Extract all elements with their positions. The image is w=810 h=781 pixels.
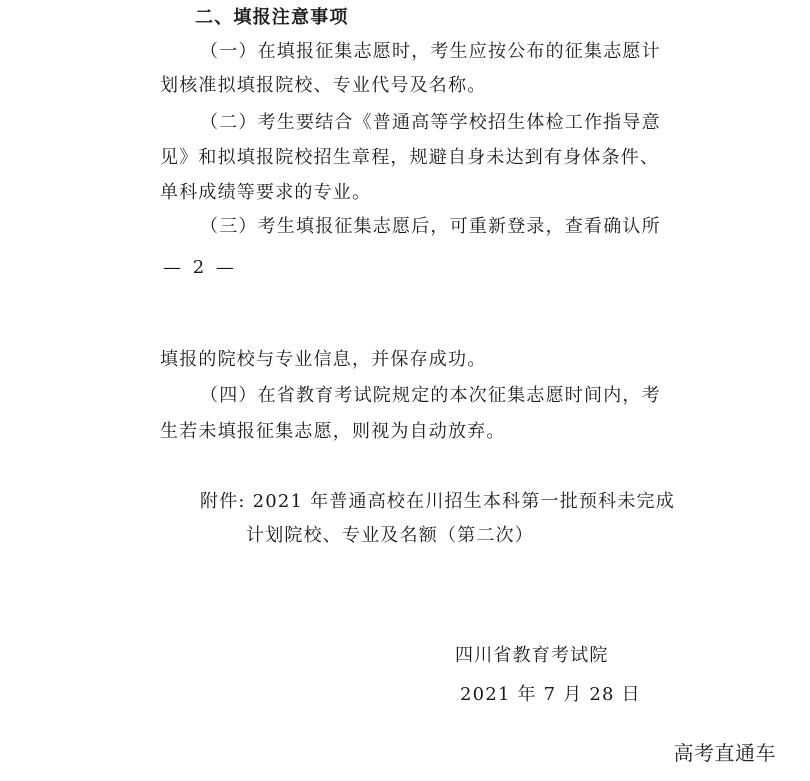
watermark-text: 高考直通车 [673,741,776,765]
paragraph-2-line-1: （二）考生要结合《普通高等学校招生体检工作指导意 [200,112,661,133]
paragraph-3-line-2: 填报的院校与专业信息，并保存成功。 [160,349,487,370]
paragraph-4-line-2: 生若未填报征集志愿，则视为自动放弃。 [160,421,506,442]
paragraph-1-line-2: 划核准拟填报院校、专业代号及名称。 [160,75,487,96]
paragraph-1-line-1: （一）在填报征集志愿时，考生应按公布的征集志愿计 [200,41,661,62]
attachment-line-2: 计划院校、专业及名额（第二次） [246,525,534,546]
paragraph-2-line-3: 单科成绩等要求的专业。 [160,182,372,203]
signature-date: 2021 年 7 月 28 日 [460,684,641,705]
section-title: 二、填报注意事项 [195,7,349,28]
paragraph-2-line-2: 见》和拟填报院校招生章程，规避自身未达到有身体条件、 [160,147,660,168]
attachment-line-1: 附件: 2021 年普通高校在川招生本科第一批预科未完成 [200,491,675,512]
page-number: — 2 — [163,257,237,278]
signature-organization: 四川省教育考试院 [455,645,609,666]
paragraph-4-line-1: （四）在省教育考试院规定的本次征集志愿时间内，考 [200,385,661,406]
paragraph-3-line-1: （三）考生填报征集志愿后，可重新登录，查看确认所 [200,216,661,237]
